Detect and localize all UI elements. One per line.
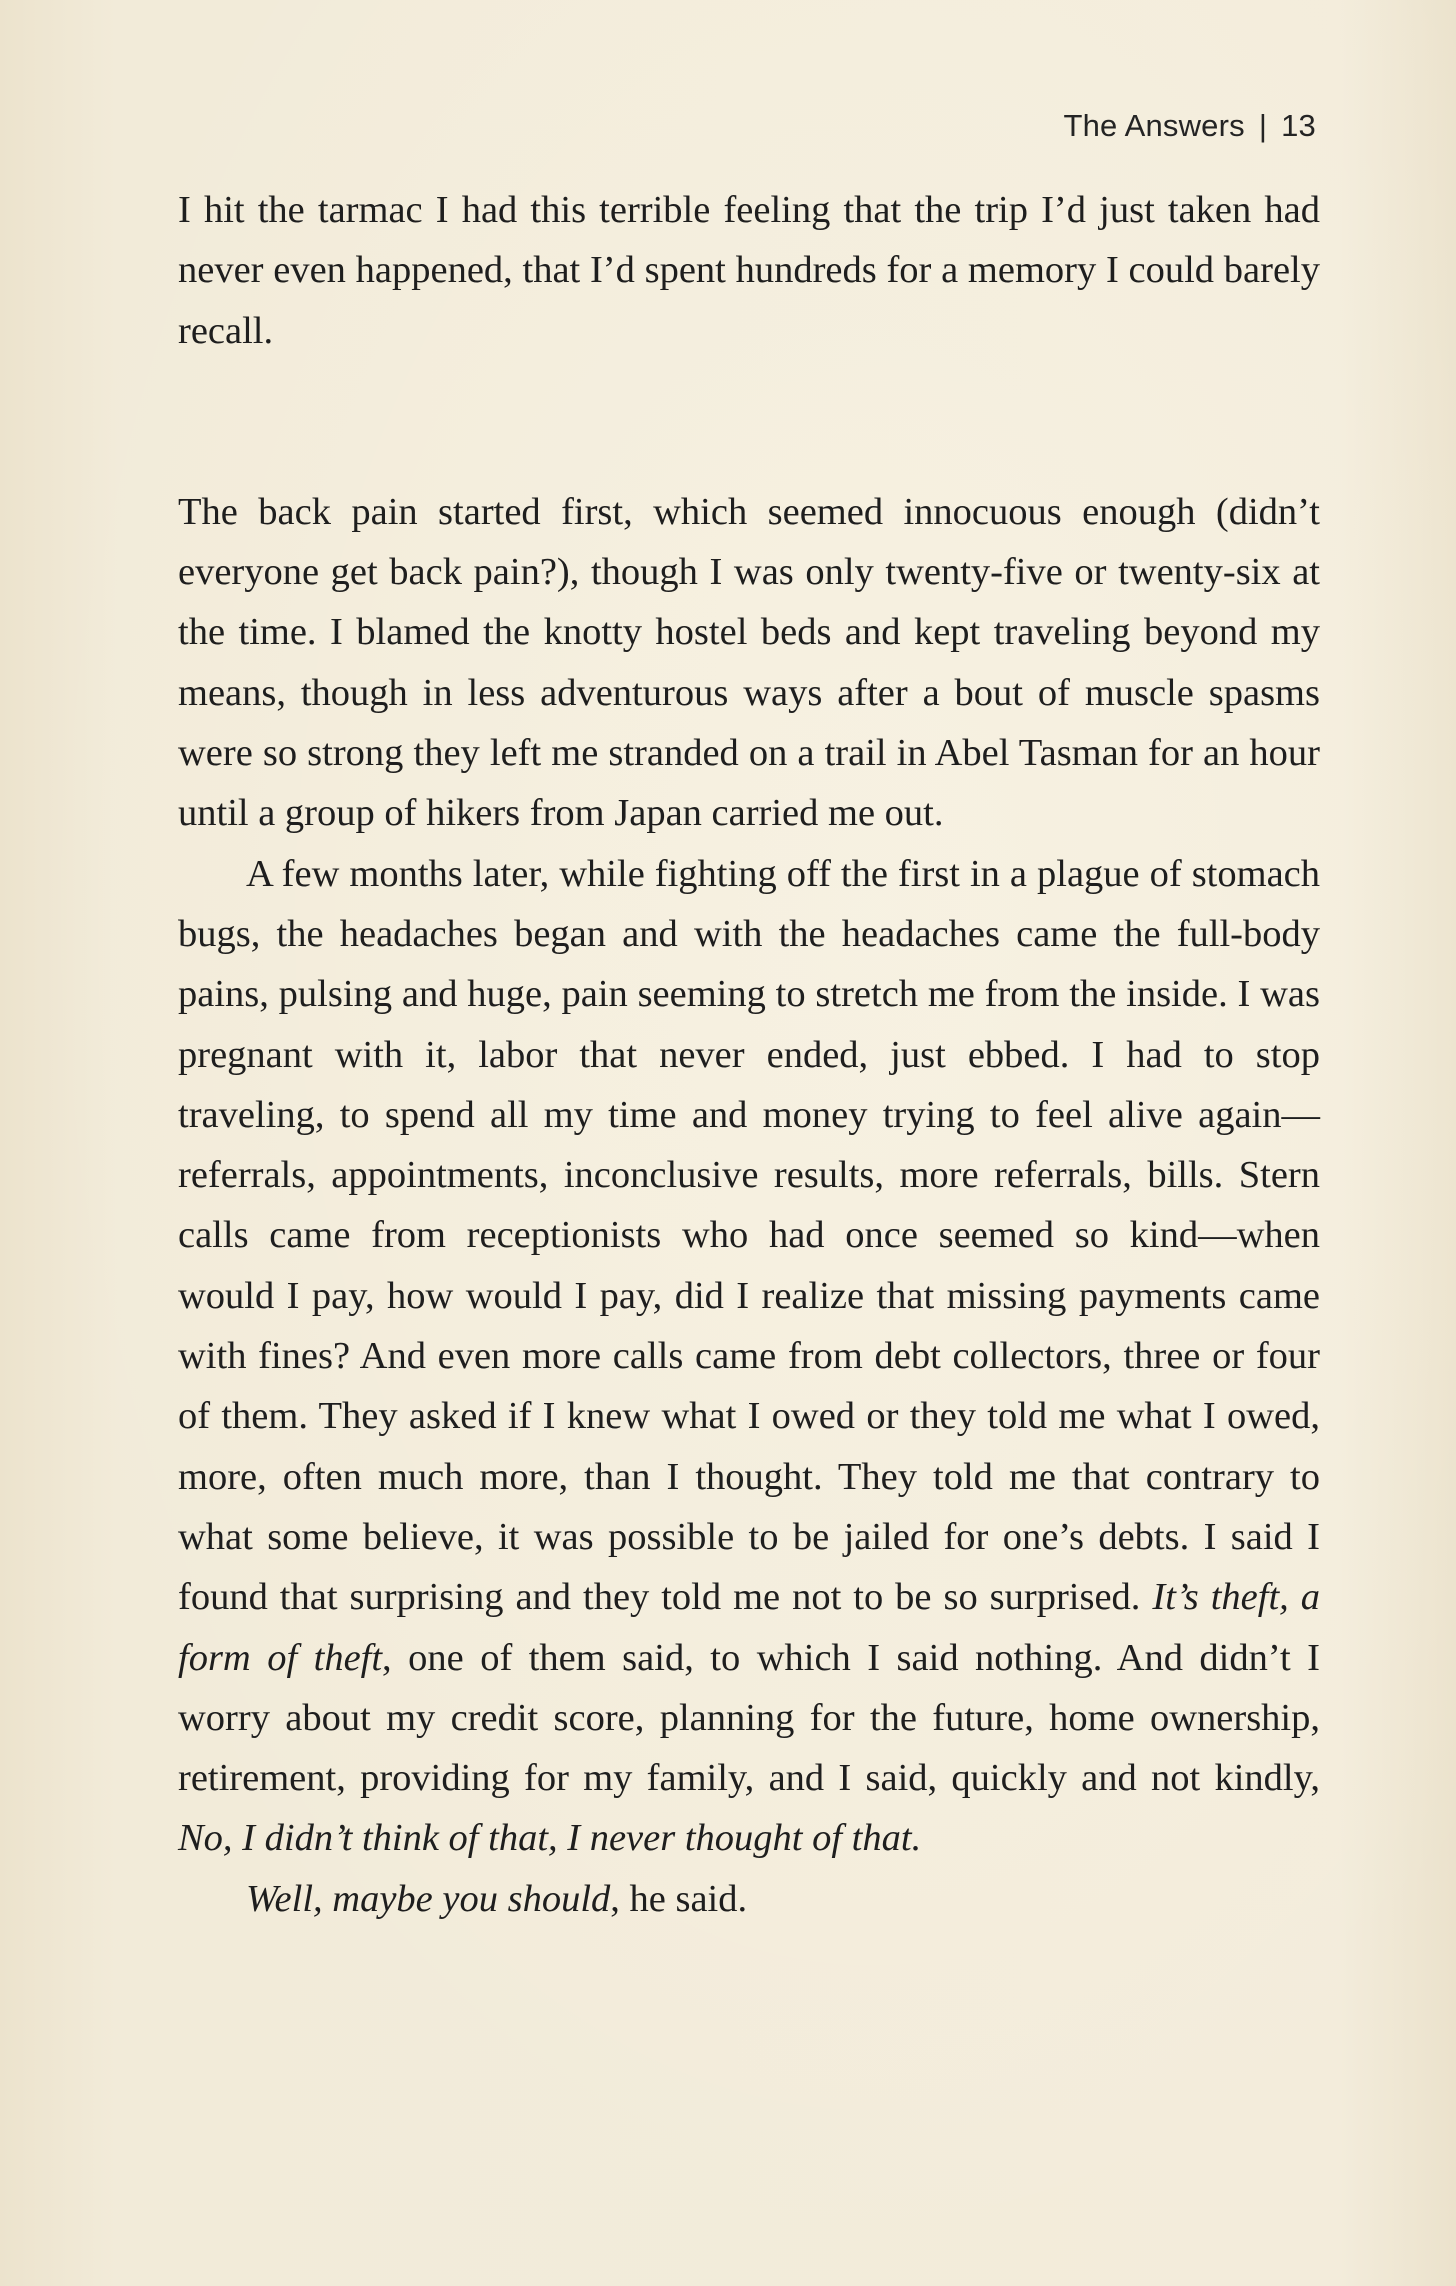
running-head — [1063, 108, 1316, 144]
text-segment: The back pain started first, which seemed innocuous enough (didn’t everyone get back pain?), though I was only twenty-five or twenty-six at the time. I blamed the knotty hostel beds and kept traveling beyond my means, though in less adventurous ways after a bout of muscle spasms were so strong they left me stranded on a trail in Abel Tasman for an hour until a group of hikers from Japan carried me out. — [178, 490, 1320, 835]
section-break — [178, 361, 1320, 482]
italic-segment: No, I didn’t think of that, I never thought of that. — [178, 1817, 922, 1860]
text-segment: , he said. — [610, 1877, 748, 1920]
paragraph-2 — [178, 482, 1320, 844]
text-segment: A few months later, while fighting off the first in a plague of stomach bugs, the headaches began and with the headaches came the full-body pains, pulsing and huge, pain seeming to stretch me from the inside. I was pregnant with it, labor that never ended, just ebbed. I had to stop traveling, to spend all my time and money trying to feel alive again—referrals, appointments, inconclusive results, more referrals, bills. Stern calls came from receptionists who had once seemed so kind—when would I pay, how would I pay, did I realize that missing payments came with fines? And even more calls came from debt collectors, three or four of them. They asked if I knew what I owed or they told me what I owed, more, often much more, than I thought. They told me that contrary to what some believe, it was possible to be jailed for one’s debts. I said I found that surprising and they told me not to be so surprised. — [178, 852, 1320, 1619]
chapter-title: The Answers — [1063, 108, 1245, 143]
italic-segment: Well, maybe you should — [246, 1877, 611, 1920]
paragraph-4 — [178, 1869, 1320, 1929]
header-separator: | — [1258, 108, 1268, 143]
body-text — [178, 180, 1320, 1929]
text-segment: I hit the tarmac I had this terrible feeling that the trip I’d just taken had never even happened, that I’d spent hundreds for a memory I could barely recall. — [178, 189, 1320, 352]
page-number: 13 — [1281, 108, 1316, 143]
text-segment: , one of them said, to which I said nothing. And didn’t I worry about my credit score, planning for the future, home ownership, retirement, providing for my family, and I said, quickly and not kindly, — [178, 1636, 1320, 1800]
paragraph-3 — [178, 844, 1320, 1869]
italic-segment: It’s theft, a form of theft — [178, 1576, 1320, 1679]
paragraph-1 — [178, 180, 1320, 361]
